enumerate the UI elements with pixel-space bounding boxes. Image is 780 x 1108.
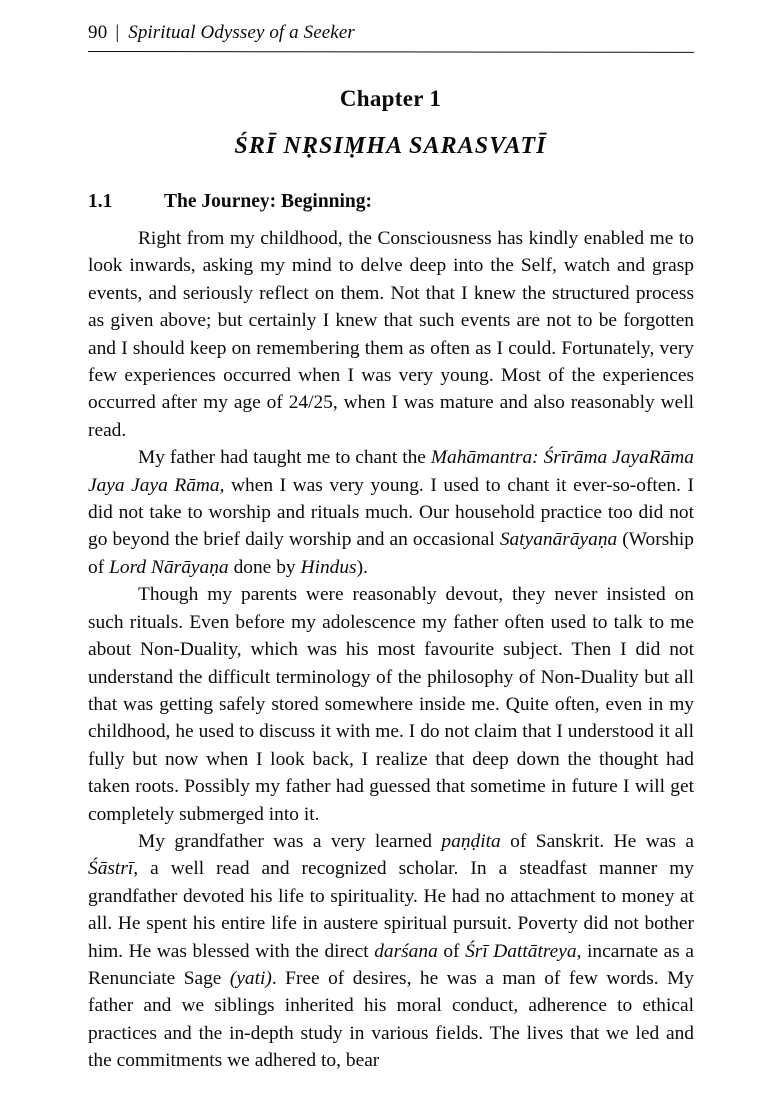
paragraph-4-text-1: My grandfather was a very learned	[138, 830, 442, 852]
paragraph-2-text-1: My father had taught me to chant the	[138, 447, 431, 469]
paragraph-4	[88, 828, 694, 1075]
paragraph-4-italic-darsana: darśana	[374, 940, 438, 962]
paragraph-2-text-4: done by	[228, 556, 301, 578]
paragraph-2-italic-satyanarayana: Satyanārāyaṇa	[499, 529, 618, 551]
paragraph-1-text: Right from my childhood, the Consciousness has kindly enabled me to look inwards, asking my mind to delve deep into the Self, watch and grasp events, and seriously reflect on them. Not that I knew the structured process as given above; but certainly I knew that such events are not to be forgotten and I should keep on remembering them as often as I could. Fortunately, very few experiences occurred when I was very young. Most of the experiences occurred after my age of 24/25, when I was mature and also reasonably well read.	[88, 228, 694, 441]
book-title: Spiritual Odyssey of a Seeker	[128, 22, 355, 43]
paragraph-2-italic-mahamantra: Mahāmantra: Śrīrāma JayaRāma Jaya Jaya Rāma	[88, 447, 694, 496]
paragraph-4-italic-sri-dattatreya: Śrī Dattātreya	[465, 940, 577, 962]
paragraph-2-italic-hindus: Hindus	[300, 556, 357, 578]
paragraph-4-italic-sastri: Śāstrī	[88, 858, 134, 880]
section-number: 1.1	[88, 191, 113, 212]
paragraph-2	[88, 444, 694, 581]
paragraph-1	[88, 225, 694, 444]
paragraph-3	[88, 581, 694, 828]
section-heading	[88, 189, 693, 215]
chapter-label: Chapter 1	[339, 86, 442, 111]
paragraph-4-text-6: . Free of desires, he was a man of few words. My father and we siblings inherited his moral conduct, adherence to ethical practices and the in-depth study in various fields. The lives that we led and the commitments we adhered to, bear	[88, 967, 695, 1072]
paragraph-2-text-3: (Worship of	[88, 529, 694, 578]
paragraph-4-text-2: of Sanskrit. He was a	[500, 830, 694, 852]
running-head	[88, 21, 693, 55]
paragraph-4-text-4: of	[437, 940, 466, 962]
paragraph-4-italic-yati: (yati)	[229, 967, 272, 989]
running-head-line	[88, 21, 693, 45]
paragraph-2-text-5: ).	[356, 556, 368, 578]
body-text-column	[88, 225, 694, 1075]
running-head-separator: |	[115, 22, 120, 43]
paragraph-4-italic-pandita: paṇḍita	[441, 830, 501, 852]
section-title: The Journey: Beginning:	[164, 191, 373, 212]
paragraph-4-text-3: , a well read and recognized scholar. In a steadfast manner my grandfather devoted his life to spirituality. He had no attachment to money at all. He spent his entire life in austere spiritual pursuit. Poverty did not bother him. He was blessed with the direct	[88, 858, 694, 962]
paragraph-3-text: Though my parents were reasonably devout, they never insisted on such rituals. Even before my adolescence my father often used to talk to me about Non-Duality, which was his most favourite subject. Then I did not understand the difficult terminology of the philosophy of Non-Duality but all that was getting safely stored somewhere inside me. Quite often, even in my childhood, he used to discuss it with me. I do not claim that I understood it all fully but now when I look back, I realize that deep down the thought had taken roots. Possibly my father had guessed that sometime in future I will get completely submerged into it.	[88, 584, 694, 825]
chapter-title: ŚRĪ NṚSIṂHA SARASVATĪ	[234, 133, 547, 159]
paragraph-2-text-2: , when I was very young. I used to chant it ever-so-often. I did not take to worship and rituals much. Our household practice too did not go beyond the brief daily worship and an occasional	[88, 474, 694, 551]
paragraph-4-text-5: , incarnate as a Renunciate Sage	[88, 940, 694, 989]
page-number: 90	[88, 22, 108, 43]
paragraph-2-italic-lord-narayana: Lord Nārāyaṇa	[109, 556, 229, 578]
